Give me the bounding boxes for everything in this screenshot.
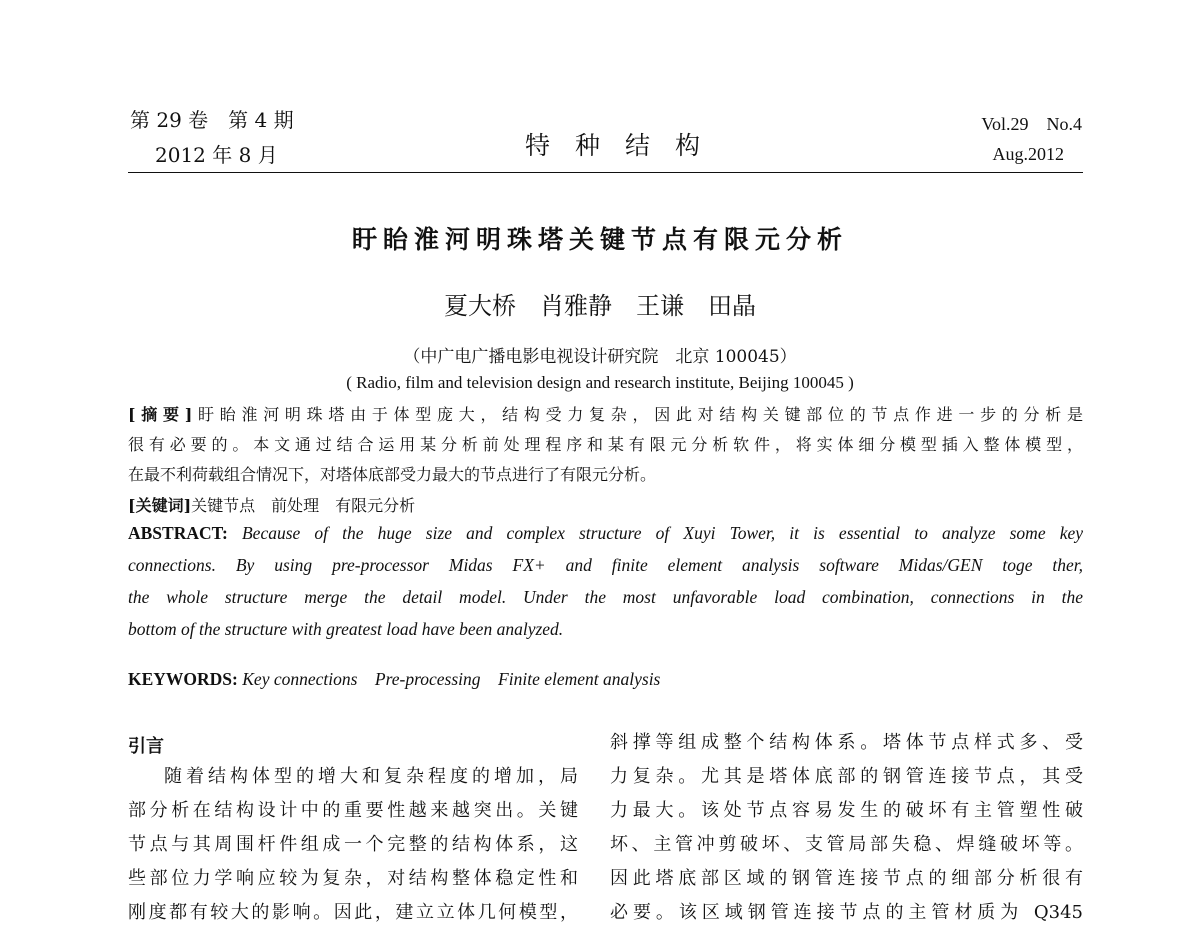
- keywords-zh: [关键词]关键节点 前处理 有限元分析: [128, 496, 416, 515]
- body-line: 因此塔底部区域的钢管连接节点的细部分析很有: [610, 868, 1083, 889]
- abstract-en-line: connections. By using pre-processor Midas FX+ and finite element analysis software Midas/GEN toge ther,: [128, 555, 1083, 575]
- paper-title: 盱眙淮河明珠塔关键节点有限元分析: [351, 225, 848, 254]
- abstract-zh-line: 很有必要的。本文通过结合运用某分析前处理程序和某有限元分析软件，将实体细分模型插入整体模型，: [128, 435, 1083, 454]
- abstract-en-line: ABSTRACT: Because of the huge size and complex structure of Xuyi Tower, it is essential to analyze some key: [128, 523, 1084, 543]
- abstract-en-label: ABSTRACT:: [128, 523, 228, 543]
- affiliation-zh: （中广电广播电影电视设计研究院 北京 100045）: [403, 347, 797, 367]
- abstract-en-line: bottom of the structure with greatest load have been analyzed.: [128, 619, 564, 639]
- keywords-zh-label: [关键词]: [128, 496, 192, 515]
- date-zh: 2012 年 8 月: [155, 143, 278, 167]
- body-line: 刚度都有较大的影响。因此，建立立体几何模型，: [128, 902, 578, 923]
- body-line: 坏、主管冲剪破坏、支管局部失稳、焊缝破坏等。: [610, 834, 1083, 855]
- abstract-zh-line: 在最不利荷载组合情况下，对塔体底部受力最大的节点进行了有限元分析。: [128, 465, 657, 484]
- journal-name: 特 种 结 构: [525, 131, 701, 160]
- body-line: 节点与其周围杆件组成一个完整的结构体系，这: [128, 834, 578, 855]
- body-line: 必要。该区域钢管连接节点的主管材质为 Q345: [610, 902, 1083, 923]
- body-line: 力最大。该处节点容易发生的破坏有主管塑性破: [610, 800, 1083, 821]
- date-en: Aug.2012: [992, 144, 1064, 164]
- left-column: [128, 760, 578, 930]
- affiliation-en: ( Radio, film and television design and research institute, Beijing 100045 ): [346, 373, 854, 392]
- abstract-zh-label: [摘要]: [128, 405, 193, 424]
- authors: 夏大桥 肖雅静 王谦 田晶: [444, 292, 756, 320]
- volume-issue-zh: 第 29 卷 第 4 期: [130, 108, 294, 132]
- body-line: 随着结构体型的增大和复杂程度的增加，局: [164, 766, 578, 787]
- abstract-zh-line: [摘要]盱眙淮河明珠塔由于体型庞大，结构受力复杂，因此对结构关键部位的节点作进一步的分析是: [128, 405, 1083, 424]
- body-line: 力复杂。尤其是塔体底部的钢管连接节点，其受: [610, 766, 1083, 787]
- keywords-en: KEYWORDS: Key connections Pre-processing Finite element analysis: [128, 669, 661, 689]
- body-line: 些部位力学响应较为复杂，对结构整体稳定性和: [128, 868, 578, 889]
- right-column: [610, 726, 1083, 930]
- body-line: 斜撑等组成整个结构体系。塔体节点样式多、受: [610, 732, 1083, 753]
- keywords-en-label: KEYWORDS:: [128, 669, 238, 689]
- section-heading: 引言: [128, 736, 164, 757]
- header-rule: [128, 172, 1083, 173]
- volume-issue-en: Vol.29 No.4: [981, 114, 1082, 134]
- body-line: 部分析在结构设计中的重要性越来越突出。关键: [128, 800, 578, 821]
- abstract-en-line: the whole structure merge the detail model. Under the most unfavorable load combination, connections in the: [128, 587, 1083, 607]
